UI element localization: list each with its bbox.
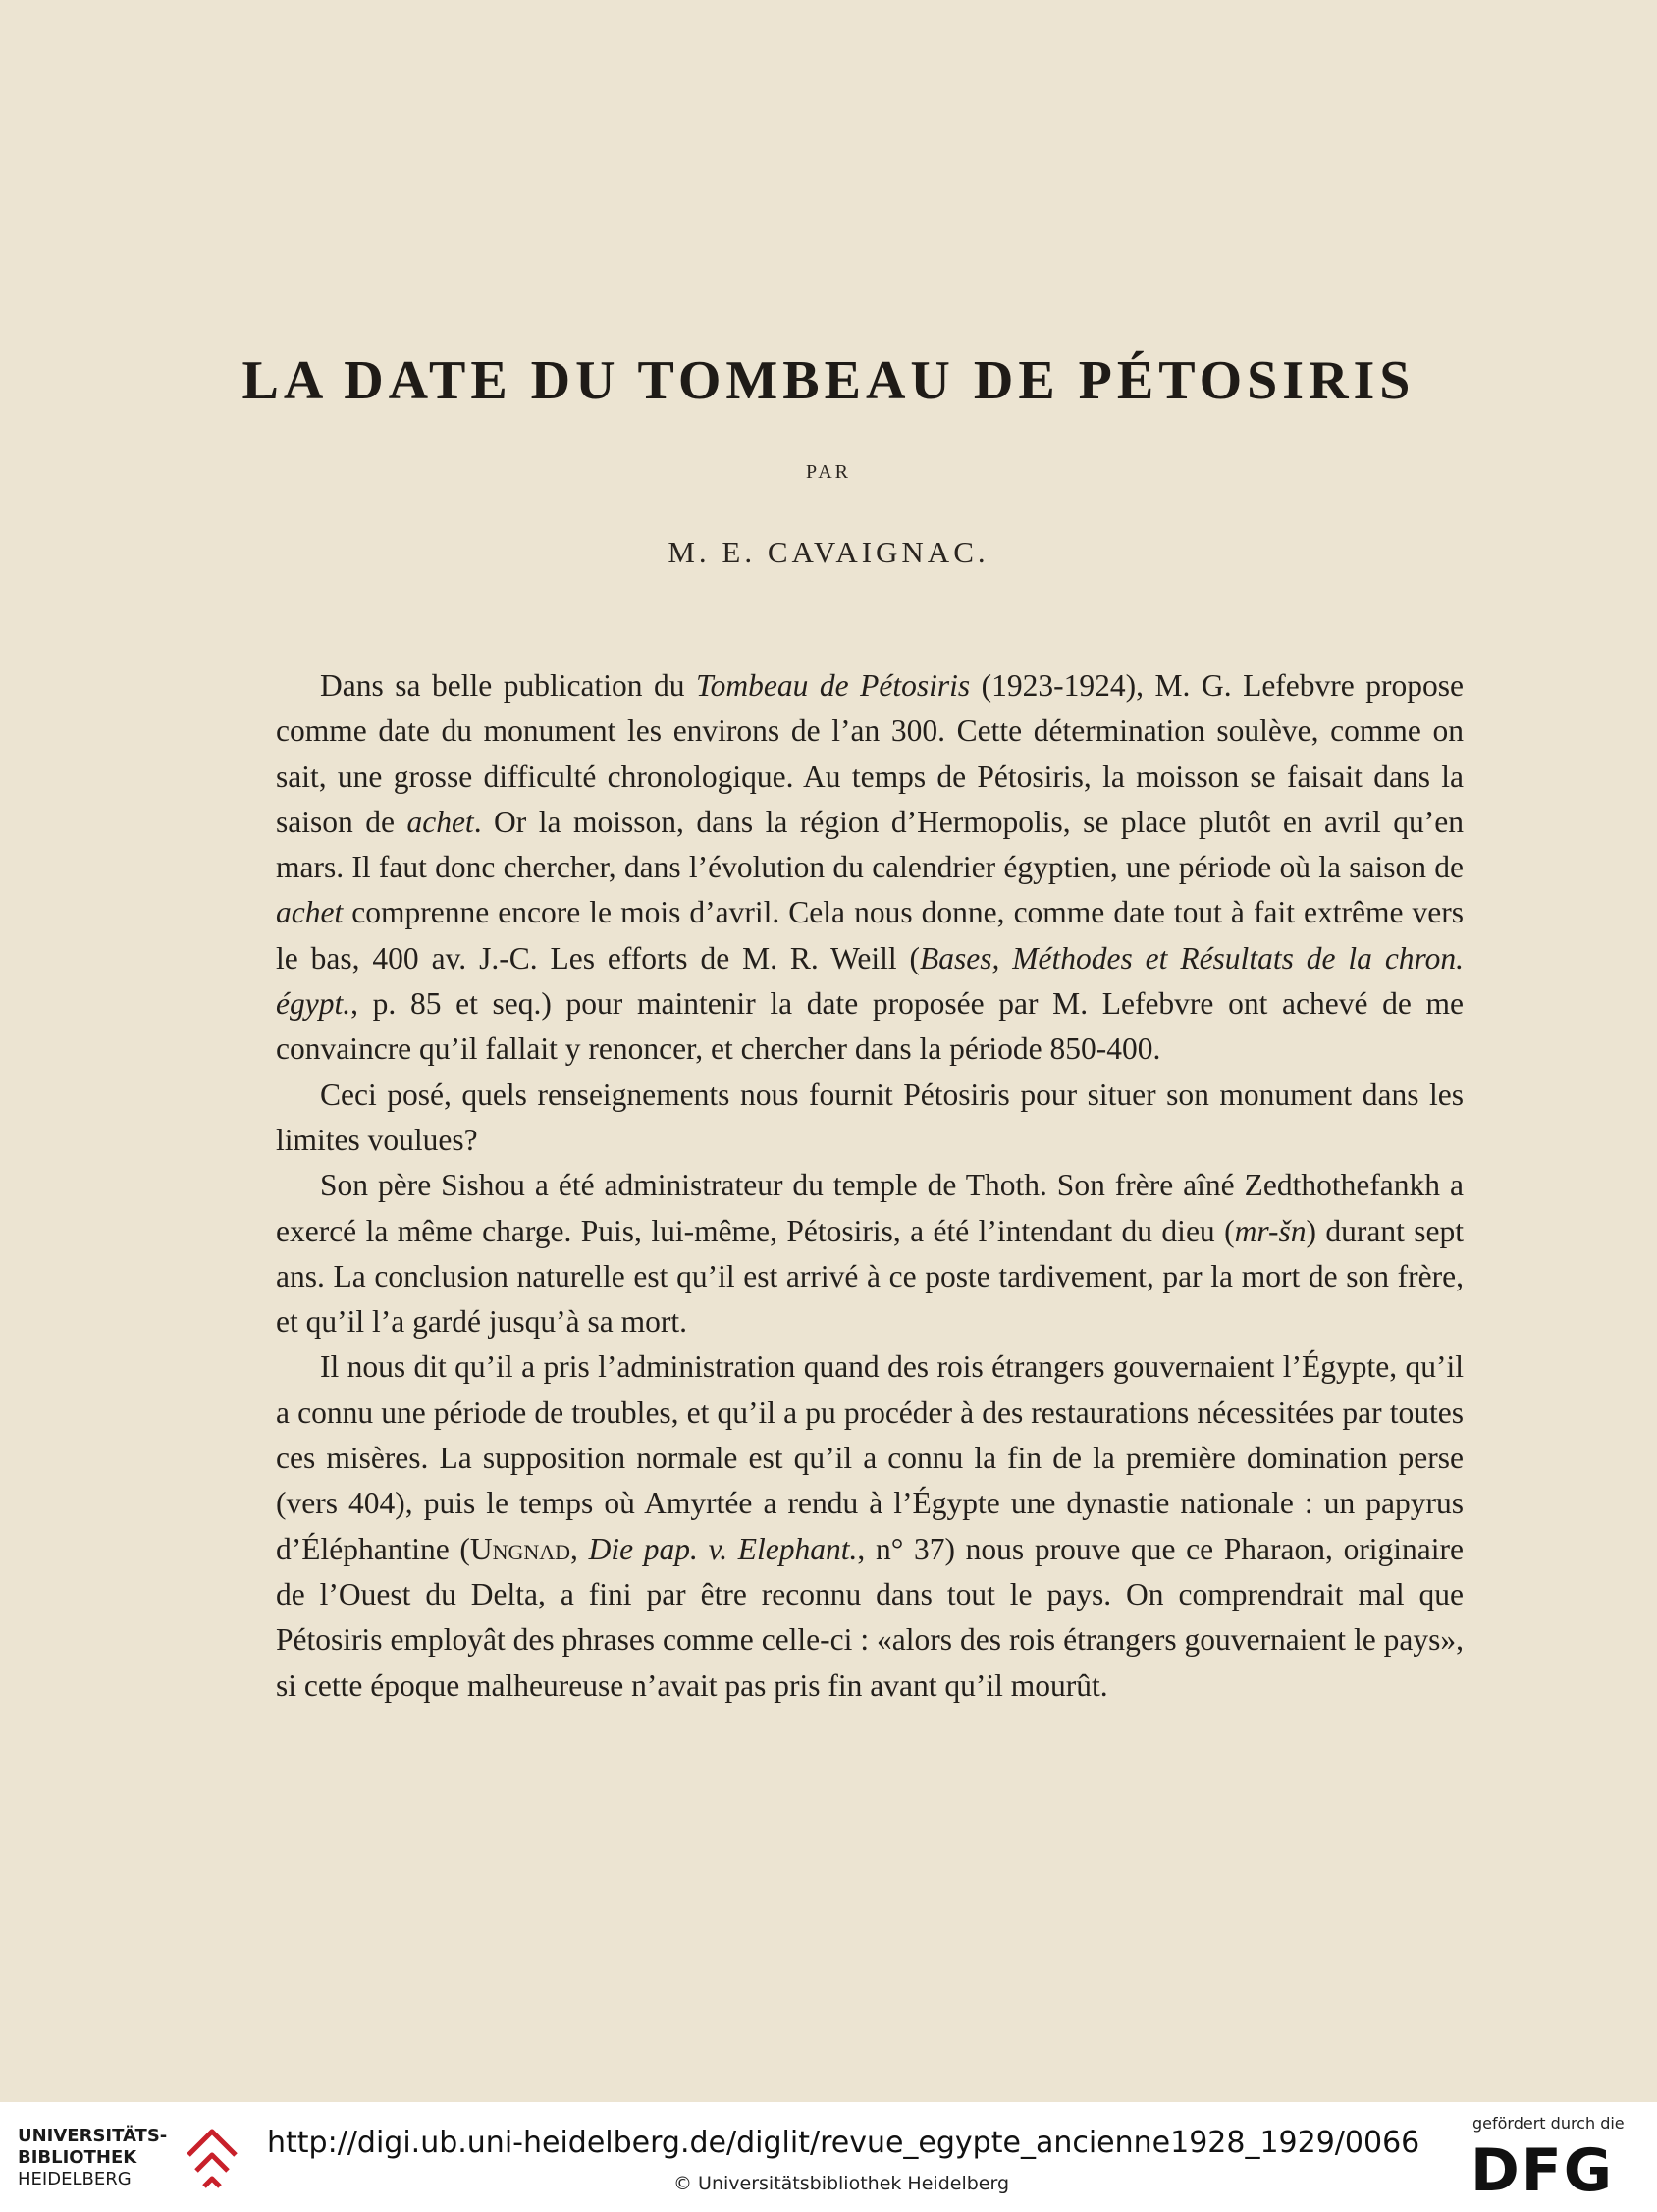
italic-citation: Die pap. v. Elephant. (588, 1531, 858, 1566)
text-run: Son père Sishou a été administrateur du temple de Thoth. Son frère aîné Zedthothefankh a exercé la même charge. Puis, lui-même, Pétosiris, a été l’intendant du dieu ( (276, 1168, 1464, 1248)
funding-text: gefördert durch die (1472, 2114, 1625, 2133)
italic-term: achet (276, 895, 344, 930)
copyright-notice: © Universitätsbibliothek Heidelberg (673, 2173, 1010, 2194)
paragraph-4 (276, 1344, 1464, 1708)
article-author: M. E. CAVAIGNAC. (668, 535, 989, 569)
text-run: . Or la moisson, dans la région d’Hermopolis, se place plutôt en avril qu’en mars. Il faut donc chercher, dans l’évolution du calendrier égyptien, une période où la saison de (276, 804, 1464, 885)
text-run: , p. 85 et seq.) pour maintenir la date proposée par M. Lefebvre ont achevé de me convaincre qu’il fallait y renoncer, et chercher dans la période 850-400. (276, 986, 1464, 1067)
library-name-line-1: UNIVERSITÄTS- (18, 2126, 168, 2146)
article-title: LA DATE DU TOMBEAU DE PÉTOSIRIS (241, 350, 1416, 411)
text-run: comprenne encore le mois d’avril. Cela nous donne, comme date tout à fait extrême vers le bas, 400 av. J.-C. Les efforts de M. R. Weill ( (276, 895, 1464, 975)
italic-term: mr-šn (1234, 1213, 1307, 1248)
italic-title: Tombeau de Pétosiris (696, 668, 971, 703)
paragraph-1 (276, 663, 1464, 1073)
text-run: Dans sa belle publication du (320, 668, 697, 703)
library-logo[interactable] (18, 2124, 273, 2192)
paragraph-2: Ceci posé, quels renseignements nous fournit Pétosiris pour situer son monument dans les limites voulues? (276, 1077, 1464, 1157)
text-run: , n° 37) nous prouve que ce Pharaon, originaire de l’Ouest du Delta, a fini par être reconnu dans tout le pays. On comprendrait mal que Pétosiris employât des phrases comme celle-ci : «alors des rois étrangers gouvernaient le pays», si cette époque malheureuse n’avait pas pris fin avant qu’il mourût. (276, 1531, 1465, 1703)
paragraph-3 (276, 1163, 1464, 1344)
text-run: , (570, 1531, 589, 1566)
library-emblem-icon (183, 2126, 241, 2190)
italic-citation: Bases, Méthodes et Résultats de la chron. égypt. (276, 940, 1465, 1022)
article-body (276, 663, 1464, 1709)
italic-term: achet (406, 804, 474, 839)
text-run: Il nous dit qu’il a pris l’administration quand des rois étrangers gouvernaient l’Égypte, qu’il a connu une période de troubles, et qu’il a pu procéder à des restaurations nécessitées par toutes ces misères. La supposition normale est qu’il a connu la fin de la première domination perse (vers 404), puis le temps où Amyrtée a rendu à l’Égypte une dynastie nationale : un papyrus d’Éléphantine ( (276, 1349, 1464, 1566)
library-name-line-3: HEIDELBERG (18, 2169, 132, 2189)
dfg-logo[interactable]: DFG (1470, 2136, 1615, 2205)
text-run: ) durant sept ans. La conclusion naturelle est qu’il est arrivé à ce poste tardivement, par la mort de son frère, et qu’il l’a gardé jusqu’à sa mort. (276, 1213, 1464, 1340)
permalink-url[interactable]: http://digi.ub.uni-heidelberg.de/diglit/revue_egypte_ancienne1928_1929/0066 (267, 2126, 1420, 2160)
digitization-footer (0, 2102, 1657, 2212)
byline-par: PAR (805, 461, 852, 483)
text-run: (1923-1924), M. G. Lefebvre propose comme date du monument les environs de l’an 300. Cette détermination soulève, comme on sait, une grosse difficulté chronologique. Au temps de Pétosiris, la moisson se faisait dans la saison de (276, 668, 1464, 839)
small-caps-author: Ungnad (469, 1531, 571, 1566)
library-name-line-2: BIBLIOTHEK (18, 2147, 137, 2168)
